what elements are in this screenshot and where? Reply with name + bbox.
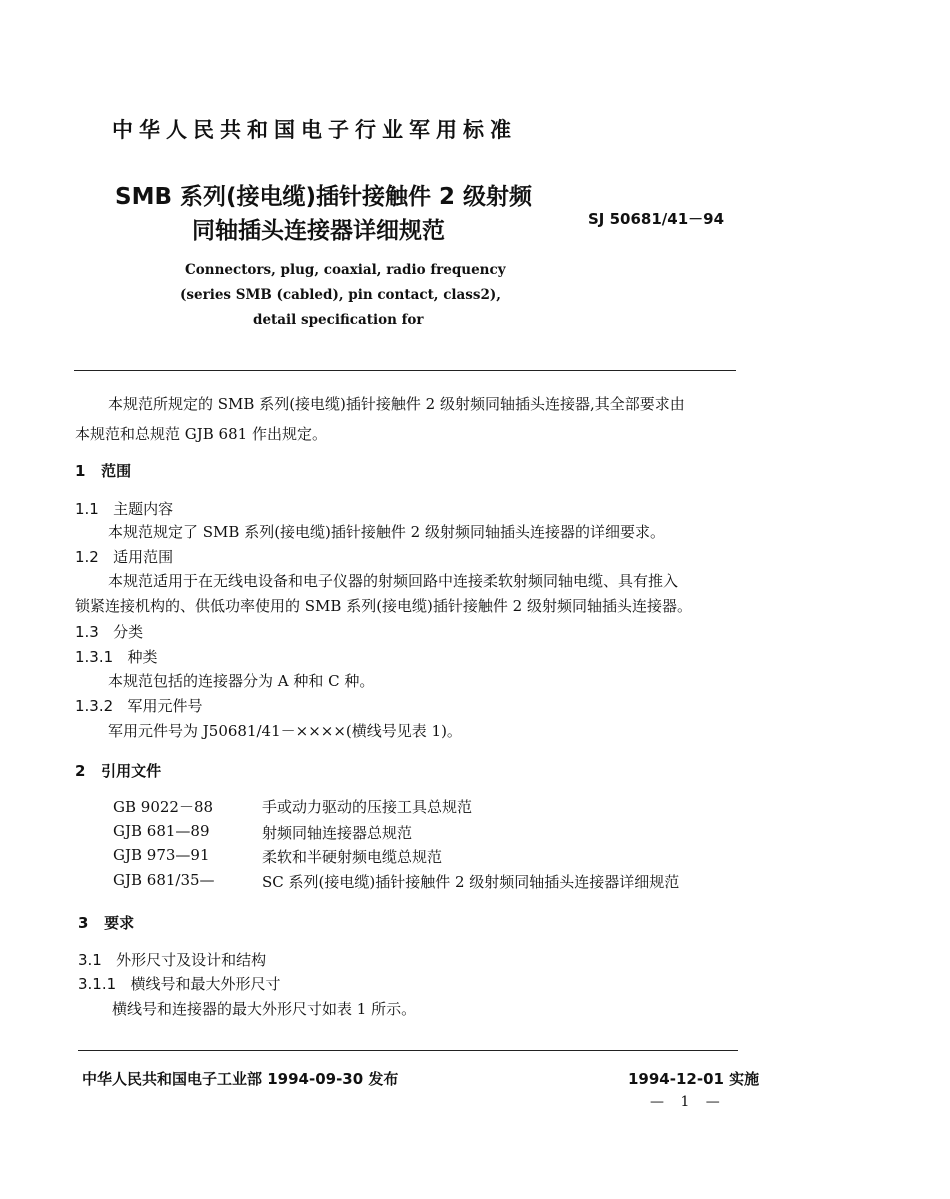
section-number: 1	[75, 462, 86, 480]
english-title-line-2: (series SMB (cabled), pin contact, class2),	[180, 287, 501, 303]
section-1-3-heading	[75, 621, 143, 642]
section-number: 1.2	[75, 548, 99, 566]
section-number: 3.1.1	[78, 975, 117, 993]
section-1-2-text-line-1: 本规范适用于在无线电设备和电子仪器的射频回路中连接柔软射频同轴电缆、具有推入	[108, 572, 679, 590]
document-title-line-1: SMB 系列(接电缆)插针接触件 2 级射频	[115, 184, 533, 210]
section-title: 引用文件	[101, 762, 162, 780]
section-number: 1.3	[75, 623, 99, 641]
section-title: 种类	[127, 648, 158, 666]
standard-category-heading: 中华人民共和国电子行业军用标准	[112, 118, 517, 142]
section-1-3-2-text: 军用元件号为 J50681/41－××××(横线号见表 1)。	[108, 722, 462, 740]
section-title: 主题内容	[113, 500, 174, 518]
footer-divider	[78, 1050, 738, 1051]
section-number: 1.3.1	[75, 648, 114, 666]
section-title: 外形尺寸及设计和结构	[116, 951, 267, 969]
section-title: 军用元件号	[127, 697, 203, 715]
section-number: 1.3.2	[75, 697, 114, 715]
standard-number: SJ 50681/41－94	[588, 210, 725, 228]
section-3-1-heading	[78, 949, 266, 970]
section-1-1-text: 本规范规定了 SMB 系列(接电缆)插针接触件 2 级射频同轴插头连接器的详细要求。	[108, 523, 665, 541]
section-number: 3	[78, 914, 89, 932]
section-title: 要求	[104, 914, 135, 932]
english-title-line-1: Connectors, plug, coaxial, radio frequency	[185, 262, 506, 278]
intro-paragraph-line-2: 本规范和总规范 GJB 681 作出规定。	[75, 425, 327, 443]
section-1-3-1-heading	[75, 646, 158, 667]
english-title-line-3: detail specification for	[253, 312, 424, 328]
issue-statement: 中华人民共和国电子工业部 1994-09-30 发布	[82, 1070, 399, 1088]
section-number: 3.1	[78, 951, 102, 969]
section-1-3-1-text: 本规范包括的连接器分为 A 种和 C 种。	[108, 672, 375, 690]
reference-title: SC 系列(接电缆)插针接触件 2 级射频同轴插头连接器详细规范	[262, 873, 680, 891]
section-number: 1.1	[75, 500, 99, 518]
section-title: 横线号和最大外形尺寸	[130, 975, 281, 993]
reference-code: GJB 681/35—	[113, 871, 215, 889]
section-3-heading	[78, 912, 134, 933]
section-1-3-2-heading	[75, 695, 203, 716]
reference-title: 柔软和半硬射频电缆总规范	[262, 848, 443, 866]
page-number: — 1 —	[650, 1094, 726, 1110]
section-2-heading	[75, 760, 161, 781]
reference-title: 射频同轴连接器总规范	[262, 824, 413, 842]
header-divider	[74, 370, 736, 371]
intro-paragraph-line-1: 本规范所规定的 SMB 系列(接电缆)插针接触件 2 级射频同轴插头连接器,其全部要求由	[108, 395, 685, 413]
reference-code: GJB 681—89	[113, 822, 210, 840]
section-1-2-text-line-2: 锁紧连接机构的、供低功率使用的 SMB 系列(接电缆)插针接触件 2 级射频同轴插头连接器。	[75, 597, 692, 615]
section-3-1-1-heading	[78, 973, 281, 994]
reference-code: GB 9022－88	[113, 798, 214, 816]
effective-date: 1994-12-01 实施	[628, 1070, 760, 1088]
section-1-heading	[75, 460, 131, 481]
section-1-1-heading	[75, 498, 173, 519]
section-1-2-heading	[75, 546, 173, 567]
section-title: 范围	[101, 462, 132, 480]
section-title: 分类	[113, 623, 144, 641]
document-title-line-2: 同轴插头连接器详细规范	[192, 218, 445, 244]
section-number: 2	[75, 762, 86, 780]
section-title: 适用范围	[113, 548, 174, 566]
reference-title: 手或动力驱动的压接工具总规范	[262, 798, 473, 816]
section-3-1-1-text: 横线号和连接器的最大外形尺寸如表 1 所示。	[112, 1000, 417, 1018]
reference-code: GJB 973—91	[113, 846, 210, 864]
